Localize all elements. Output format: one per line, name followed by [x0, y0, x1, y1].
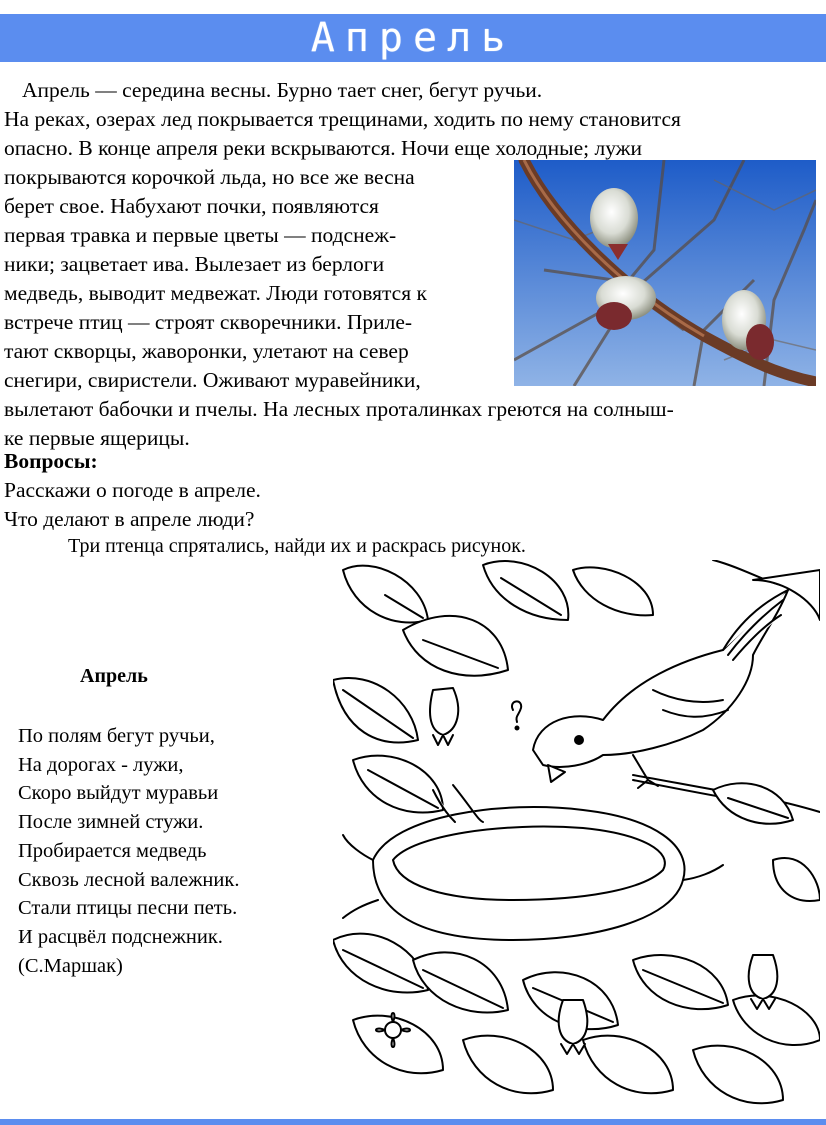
poem-line: На дорогах - лужи,	[18, 753, 184, 776]
intro-line: медведь, выводит медвежат. Люди готовятся к	[4, 281, 427, 305]
coloring-picture	[333, 560, 820, 1112]
bottom-bar	[0, 1119, 826, 1125]
intro-line: ники; зацветает ива. Вылезает из берлоги	[4, 252, 385, 276]
intro-line: покрываются корочкой льда, но все же весна	[4, 165, 415, 189]
willow-photo	[514, 160, 816, 386]
poem-title: Апрель	[80, 665, 148, 687]
question-item: Что делают в апреле люди?	[4, 507, 255, 531]
poem-line: Скоро выйдут муравьи	[18, 782, 219, 805]
intro-line: тают скворцы, жаворонки, улетают на север	[4, 339, 409, 363]
intro-line: берет свое. Набухают почки, появляются	[4, 194, 379, 218]
intro-line: На реках, озерах лед покрывается трещинами, ходить по нему становится	[4, 107, 681, 131]
poem-line: (С.Маршак)	[18, 954, 123, 977]
intro-line: Апрель — середина весны. Бурно тает снег, бегут ручьи.	[22, 78, 543, 102]
intro-line: вылетают бабочки и пчелы. На лесных проталинках греются на солныш-	[4, 397, 674, 421]
poem-line: Пробирается медведь	[18, 839, 207, 862]
poem-line: Стали птицы песни петь.	[18, 897, 238, 920]
intro-line: снегири, свиристели. Оживают муравейники,	[4, 368, 421, 392]
poem-line: После зимней стужи.	[18, 811, 204, 834]
willow-catkins-photo	[514, 160, 816, 386]
poem-block	[18, 722, 239, 980]
poem-line: По полям бегут ручьи,	[18, 725, 215, 747]
task-text: Три птенца спрятались, найди их и раскрась рисунок.	[68, 535, 526, 557]
poem-line: Сквозь лесной валежник.	[18, 868, 240, 891]
intro-line: встрече птиц — строят скворечники. Приле-	[4, 310, 413, 334]
poem-line: И расцвёл подснежник.	[18, 925, 223, 948]
intro-line: ке первые ящерицы.	[4, 426, 190, 450]
questions-block	[4, 447, 261, 534]
intro-line: первая травка и первые цветы — подснеж-	[4, 223, 397, 247]
intro-line: опасно. В конце апреля реки вскрываются. Ночи еще холодные; лужи	[4, 136, 643, 160]
bird-nest-coloring-icon	[333, 560, 820, 1112]
question-item: Расскажи о погоде в апреле.	[4, 478, 261, 502]
questions-heading: Вопросы:	[4, 449, 98, 473]
page-title: Апрель	[310, 15, 516, 61]
title-bar	[0, 14, 826, 62]
